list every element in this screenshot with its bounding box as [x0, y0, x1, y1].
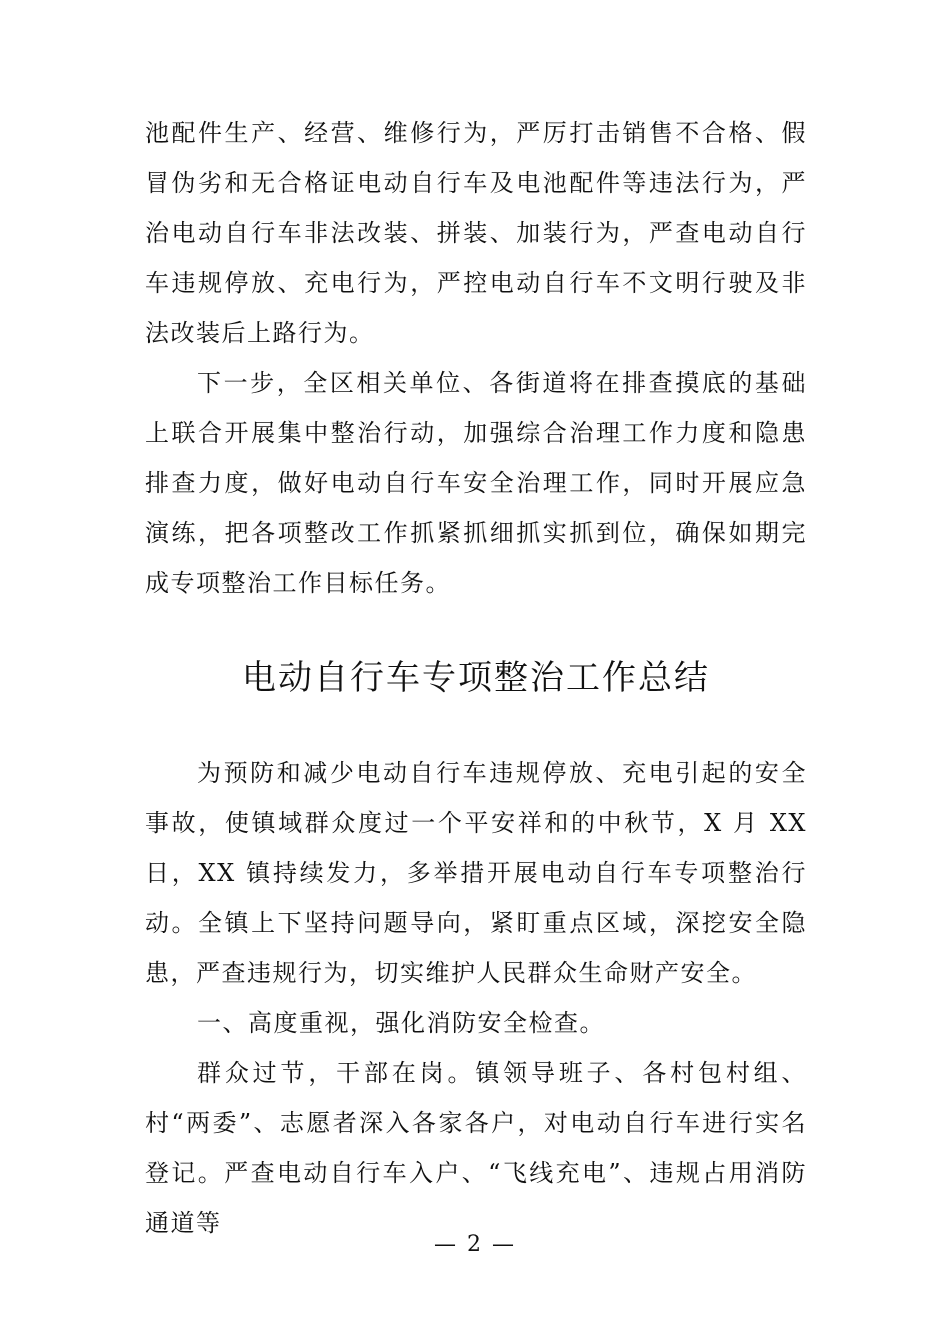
paragraph-next-steps: 下一步，全区相关单位、各街道将在排查摸底的基础上联合开展集中整治行动，加强综合治理工作力度和隐患排查力度，做好电动自行车安全治理工作，同时开展应急演练，把各项整改工作抓紧抓细抓实抓到位，确保如期完成专项整治工作目标任务。	[145, 369, 807, 597]
bottom-section	[145, 748, 807, 1248]
page-number: — 2 —	[434, 1232, 516, 1257]
paragraph-intro: 为预防和减少电动自行车违规停放、充电引起的安全事故，使镇域群众度过一个平安祥和的中秋节，X 月 XX 日，XX 镇持续发力，多举措开展电动自行车专项整治行动。全镇上下坚持问题导向，紧盯重点区域，深挖安全隐患，严查违规行为，切实维护人民群众生命财产安全。	[145, 759, 807, 987]
section-heading-1: 一、高度重视，强化消防安全检查。	[197, 1009, 605, 1037]
document-title: 电动自行车专项整治工作总结	[242, 658, 710, 698]
top-section	[145, 108, 807, 608]
paragraph-section-1: 群众过节，干部在岗。镇领导班子、各村包村组、村“两委”、志愿者深入各家各户，对电动自行车进行实名登记。严查电动自行车入户、“飞线充电”、违规占用消防通道等	[145, 1059, 807, 1237]
paragraph-continued: 池配件生产、经营、维修行为，严厉打击销售不合格、假冒伪劣和无合格证电动自行车及电池配件等违法行为，严治电动自行车非法改装、拼装、加装行为，严查电动自行车违规停放、充电行为，严控电动自行车不文明行驶及非法改装后上路行为。	[145, 119, 807, 347]
